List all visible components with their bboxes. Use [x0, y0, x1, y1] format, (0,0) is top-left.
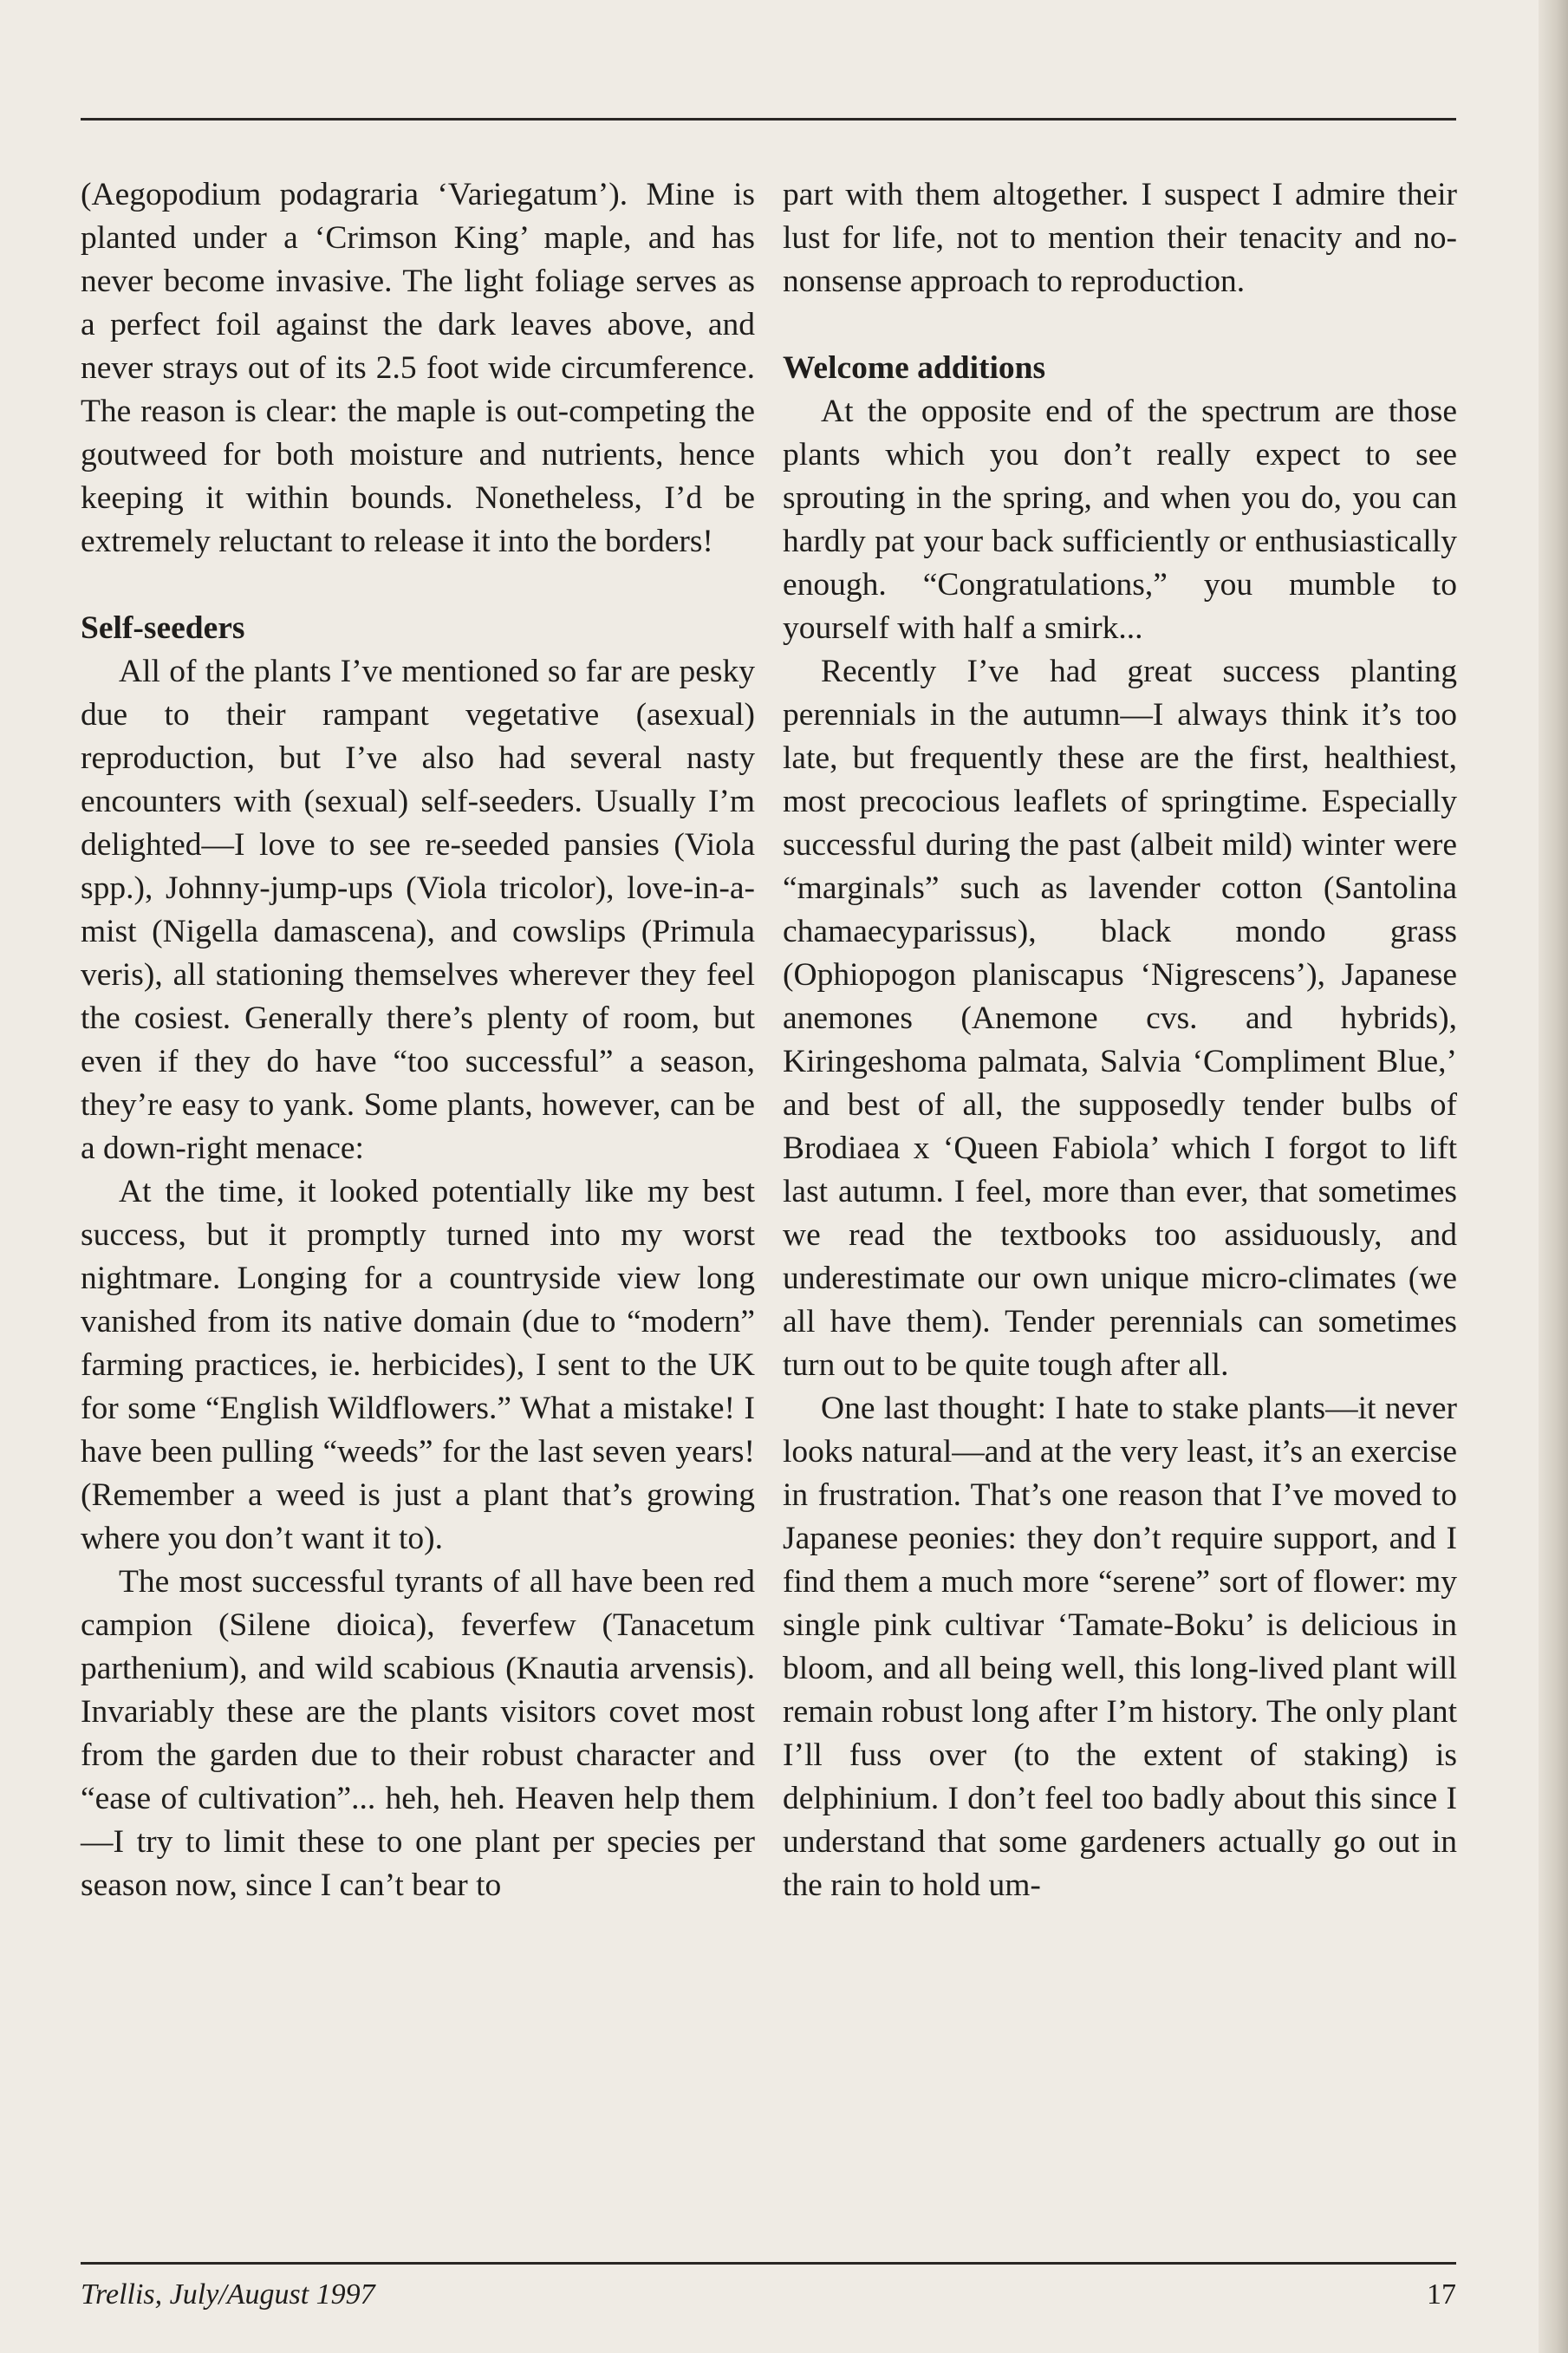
spacer — [81, 564, 755, 607]
paragraph: All of the plants I’ve mentioned so far are pesky due to their rampant vegetative (asexual) reproduction, but I’ve also had several nasty encounters with (sexual) self-seeders. Usually I’m delighted—I love to see re-seeded pansies (Viola spp.), Johnny-jump-ups (Viola tricolor), love-in-a-mist (Nigella damascena), and cowslips (Primula veris), all stationing themselves wherever they feel the cosiest. Generally there’s plenty of room, but even if they do have “too successful” a season, they’re easy to yank. Some plants, however, can be a down-right menace: — [81, 654, 755, 1166]
paragraph: Recently I’ve had great success planting perennials in the autumn—I always think it’s too late, but frequently these are the first, healthiest, most precocious leaflets of springtime. Especially successful during the past (albeit mild) winter were “marginals” such as lavender cotton (Santolina chamaecyparissus), black mondo grass (Ophiopogon planiscapus ‘Nigrescens’), Japanese anemones (Anemone cvs. and hybrids), Kiringeshoma palmata, Salvia ‘Compliment Blue,’ and best of all, the supposedly tender bulbs of Brodiaea x ‘Queen Fabiola’ which I forgot to lift last autumn. I feel, more than ever, that sometimes we read the textbooks too assiduously, and underestimate our own unique micro-climates (we all have them). Tender perennials can sometimes turn out to be quite tough after all. — [783, 654, 1457, 1383]
paragraph: One last thought: I hate to stake plants—it never looks natural—and at the very least, it’s an exercise in frustration. That’s one reason that I’ve moved to Japanese peonies: they don’t require support, and I find them a much more “serene” sort of flower: my single pink cultivar ‘Tamate-Boku’ is delicious in bloom, and all being well, this long-lived plant will remain robust long after I’m history. The only plant I’ll fuss over (to the extent of staking) is delphinium. I don’t feel too badly about this since I understand that some gardeners actually go out in the rain to hold um- — [783, 1391, 1457, 1903]
right-column — [783, 173, 1457, 1907]
page-number: 17 — [1427, 2278, 1456, 2311]
paragraph: At the time, it looked potentially like my best success, but it promptly turned into my worst nightmare. Longing for a countryside view long vanished from its native domain (due to “modern” farming practices, ie. herbicides), I sent to the UK for some “English Wildflowers.” What a mistake! I have been pulling “weeds” for the last seven years! (Remember a weed is just a plant that’s growing where you don’t want it to). — [81, 1174, 755, 1556]
section-heading-self-seeders: Self-seeders — [81, 610, 245, 646]
spacer — [783, 303, 1457, 347]
footer-rule — [81, 2262, 1456, 2265]
publication-footer: Trellis, July/August 1997 — [81, 2278, 375, 2311]
left-column — [81, 173, 755, 1907]
page-edge-shadow — [1539, 0, 1568, 2353]
header-rule — [81, 118, 1456, 121]
paragraph: part with them altogether. I suspect I admire their lust for life, not to mention their tenacity and no-nonsense approach to reproduction. — [783, 177, 1457, 299]
paragraph: (Aegopodium podagraria ‘Variegatum’). Mine is planted under a ‘Crimson King’ maple, and has never become invasive. The light foliage serves as a perfect foil against the dark leaves above, and never strays out of its 2.5 foot wide circumference. The reason is clear: the maple is out-competing the goutweed for both moisture and nutrients, hence keeping it within bounds. Nonetheless, I’d be extremely reluctant to release it into the borders! — [81, 177, 755, 559]
section-heading-welcome-additions: Welcome additions — [783, 350, 1046, 386]
paragraph: The most successful tyrants of all have been red campion (Silene dioica), feverfew (Tanacetum parthenium), and wild scabious (Knautia arvensis). Invariably these are the plants visitors covet most from the garden due to their robust character and “ease of cultivation”... heh, heh. Heaven help them—I try to limit these to one plant per species per season now, since I can’t bear to — [81, 1564, 755, 1903]
paragraph: At the opposite end of the spectrum are those plants which you don’t really expect to see sprouting in the spring, and when you do, you can hardly pat your back sufficiently or enthusiastically enough. “Congratulations,” you mumble to yourself with half a smirk... — [783, 394, 1457, 646]
